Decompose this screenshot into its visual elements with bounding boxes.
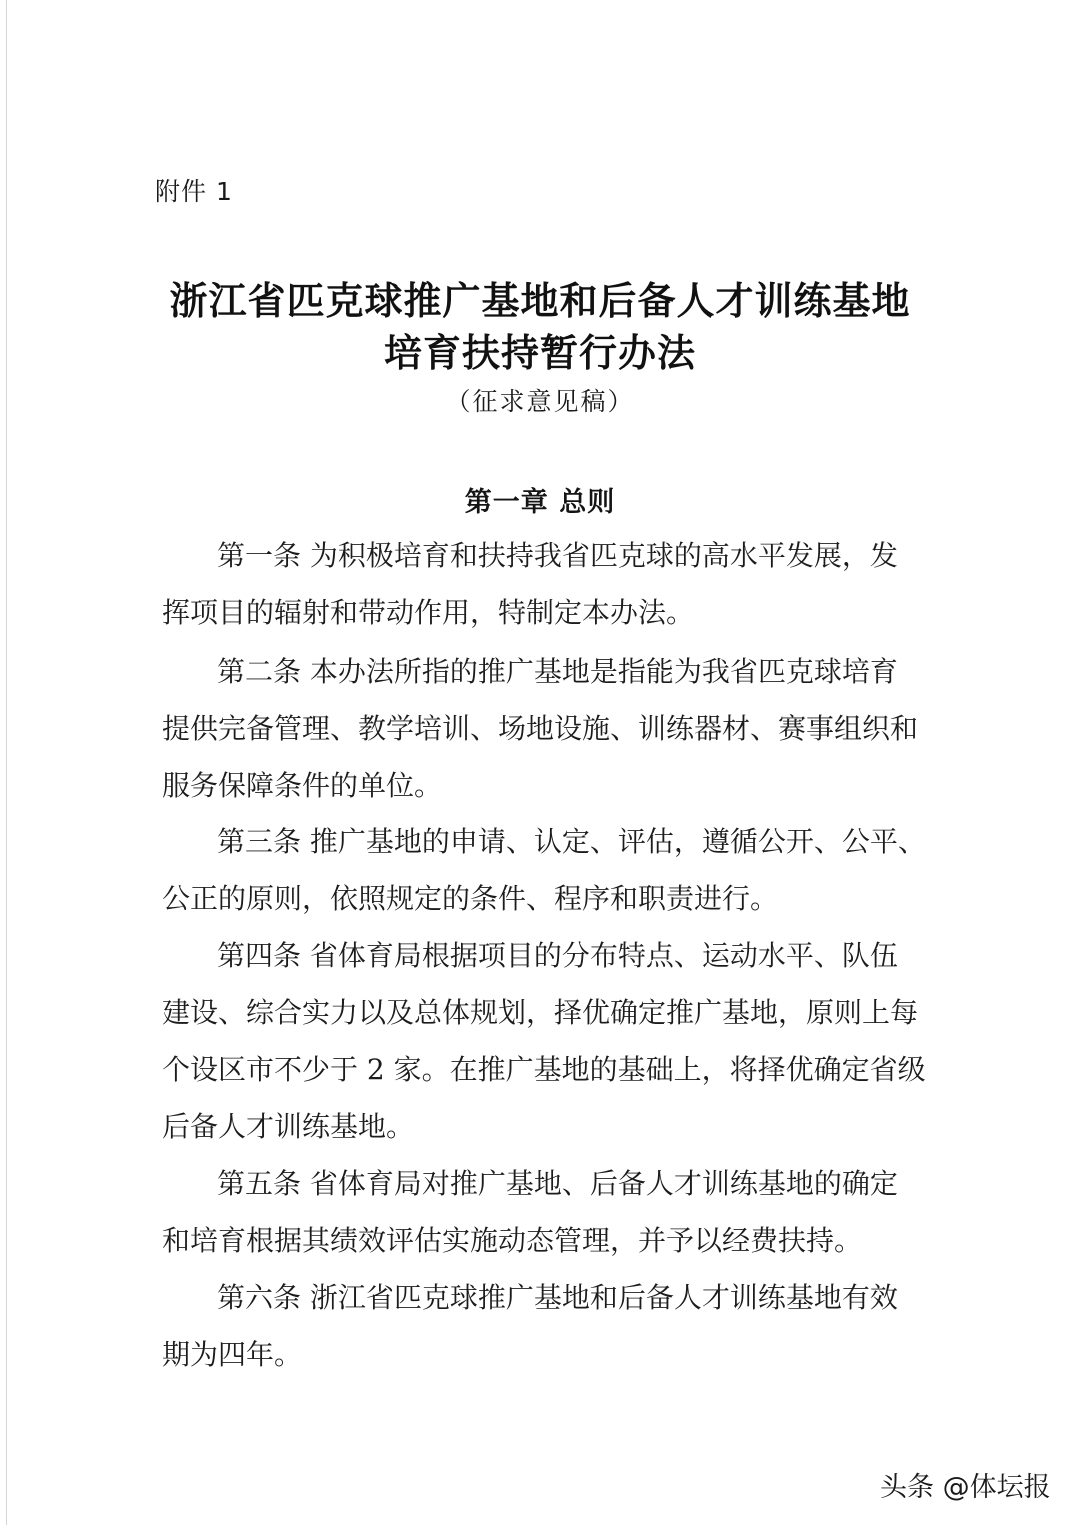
article-6-line-1: 第六条 浙江省匹克球推广基地和后备人才训练基地有效 xyxy=(217,1281,898,1314)
article-1-line-1: 第一条 为积极培育和扶持我省匹克球的高水平发展，发 xyxy=(217,539,898,572)
article-2-line-3: 服务保障条件的单位。 xyxy=(162,769,443,802)
article-4-line-3: 个设区市不少于 2 家。在推广基地的基础上，将择优确定省级 xyxy=(162,1053,926,1086)
article-1-line-2: 挥项目的辐射和带动作用，特制定本办法。 xyxy=(162,596,695,629)
attachment-label: 附件 1 xyxy=(155,177,233,206)
page-edge-divider xyxy=(6,0,7,1525)
article-4-line-4: 后备人才训练基地。 xyxy=(162,1110,415,1143)
article-4-line-2: 建设、综合实力以及总体规划，择优确定推广基地，原则上每 xyxy=(162,996,919,1029)
source-watermark: 头条 @体坛报 xyxy=(880,1472,1051,1503)
document-title-line-2: 培育扶持暂行办法 xyxy=(383,330,696,375)
document-subtitle: （征求意见稿） xyxy=(445,387,635,416)
article-6-line-2: 期为四年。 xyxy=(162,1338,303,1371)
article-2-line-2: 提供完备管理、教学培训、场地设施、训练器材、赛事组织和 xyxy=(162,712,919,745)
article-4-line-1: 第四条 省体育局根据项目的分布特点、运动水平、队伍 xyxy=(217,939,898,972)
article-2-line-1: 第二条 本办法所指的推广基地是指能为我省匹克球培育 xyxy=(217,655,898,688)
document-title-line-1: 浙江省匹克球推广基地和后备人才训练基地 xyxy=(169,278,911,323)
article-3-line-1: 第三条 推广基地的申请、认定、评估，遵循公开、公平、 xyxy=(217,825,926,858)
article-5-line-2: 和培育根据其绩效评估实施动态管理，并予以经费扶持。 xyxy=(162,1224,863,1257)
chapter-heading: 第一章 总则 xyxy=(464,487,616,518)
article-3-line-2: 公正的原则，依照规定的条件、程序和职责进行。 xyxy=(162,882,779,915)
article-5-line-1: 第五条 省体育局对推广基地、后备人才训练基地的确定 xyxy=(217,1167,898,1200)
